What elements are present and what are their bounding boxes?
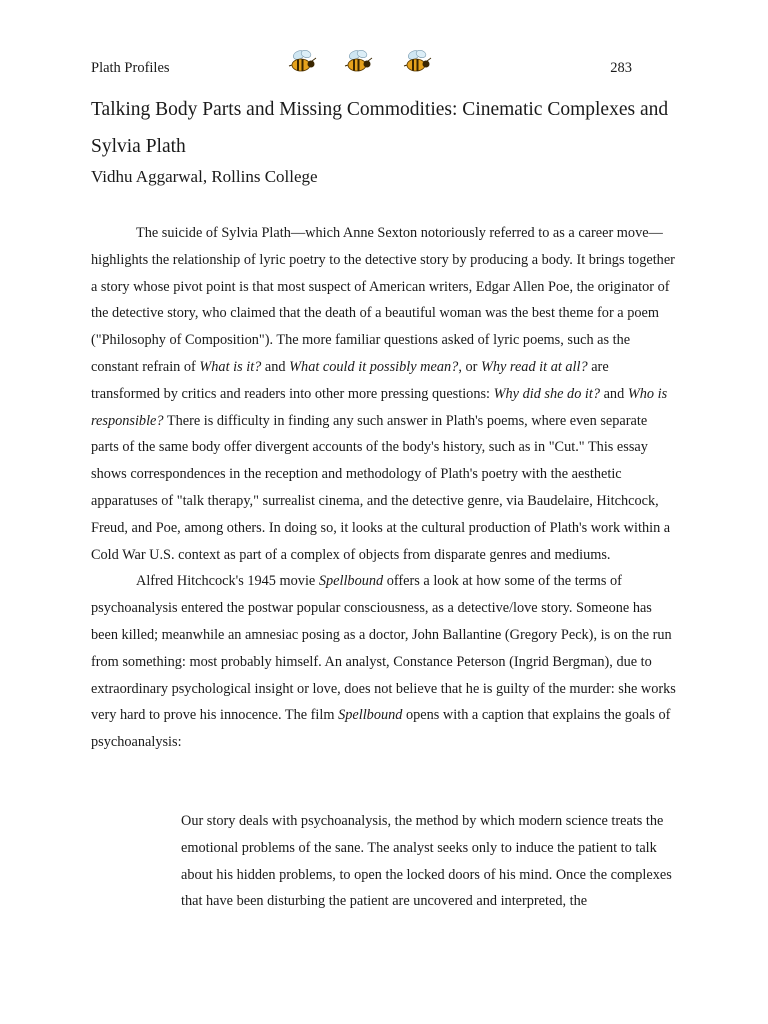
article-title: Talking Body Parts and Missing Commodities: Cinematic Complexes and Sylvia Plath [91,99,669,157]
bee-icon [402,46,434,78]
author-affiliation: Vidhu Aggarwal, Rollins College [91,167,318,186]
block-quote-text: Our story deals with psychoanalysis, the method by which modern science treats the emotional problems of the sane. The analyst seeks only to induce the patient to talk about his hidden problems, to open the locked doors of his mind. Once the complexes that have been disturbing the patient are uncovered and interpreted, the [181,813,672,910]
page-number: 283 [610,60,632,76]
body-paragraph: Alfred Hitchcock's 1945 movie Spellbound offers a look at how some of the terms of psychoanalysis entered the postwar popular consciousness, as a detective/love story. Someone has been killed; meanwhile an amnesiac posing as a doctor, John Ballantine (Gregory Peck), is on the run from something: most probably himself. An analyst, Constance Peterson (Ingrid Bergman), due to extraordinary psychological insight or love, does not believe that he is guilty of the murder: she works very hard to prove his innocence. The film Spellbound opens with a caption that explains the goals of psychoanalysis: [91,573,676,751]
body-paragraph: The suicide of Sylvia Plath—which Anne Sexton notoriously referred to as a career move—highlights the relationship of lyric poetry to the detective story by producing a body. It brings together a story whose pivot point is that most suspect of American writers, Edgar Allen Poe, the originator of the detective story, who claimed that the death of a beautiful woman was the best theme for a poem ("Philosophy of Composition"). The more familiar questions asked of lyric poems, such as the constant refrain of What is it? and What could it possibly mean?, or Why read it at all? are transformed by critics and readers into other more pressing questions: Why did she do it? and Who is responsible? There is difficulty in finding any such answer in Plath's poems, where even separate parts of the same body offer divergent accounts of the body's history, such as in "Cut." This essay shows correspondences in the reception and methodology of Plath's poetry with the aesthetic apparatuses of "talk therapy," surrealist cinema, and the detective genre, via Baudelaire, Hitchcock, Freud, and Poe, among others. In doing so, it looks at the cultural production of Plath's work within a Cold War U.S. context as part of a complex of objects from disparate genres and mediums. [91,225,675,563]
running-head [91,58,632,80]
bee-icon [343,46,375,78]
three-bees-icon [287,46,447,82]
bee-icon [287,46,319,78]
journal-name: Plath Profiles [91,60,170,76]
block-quote [181,808,678,915]
article-body [91,220,677,756]
